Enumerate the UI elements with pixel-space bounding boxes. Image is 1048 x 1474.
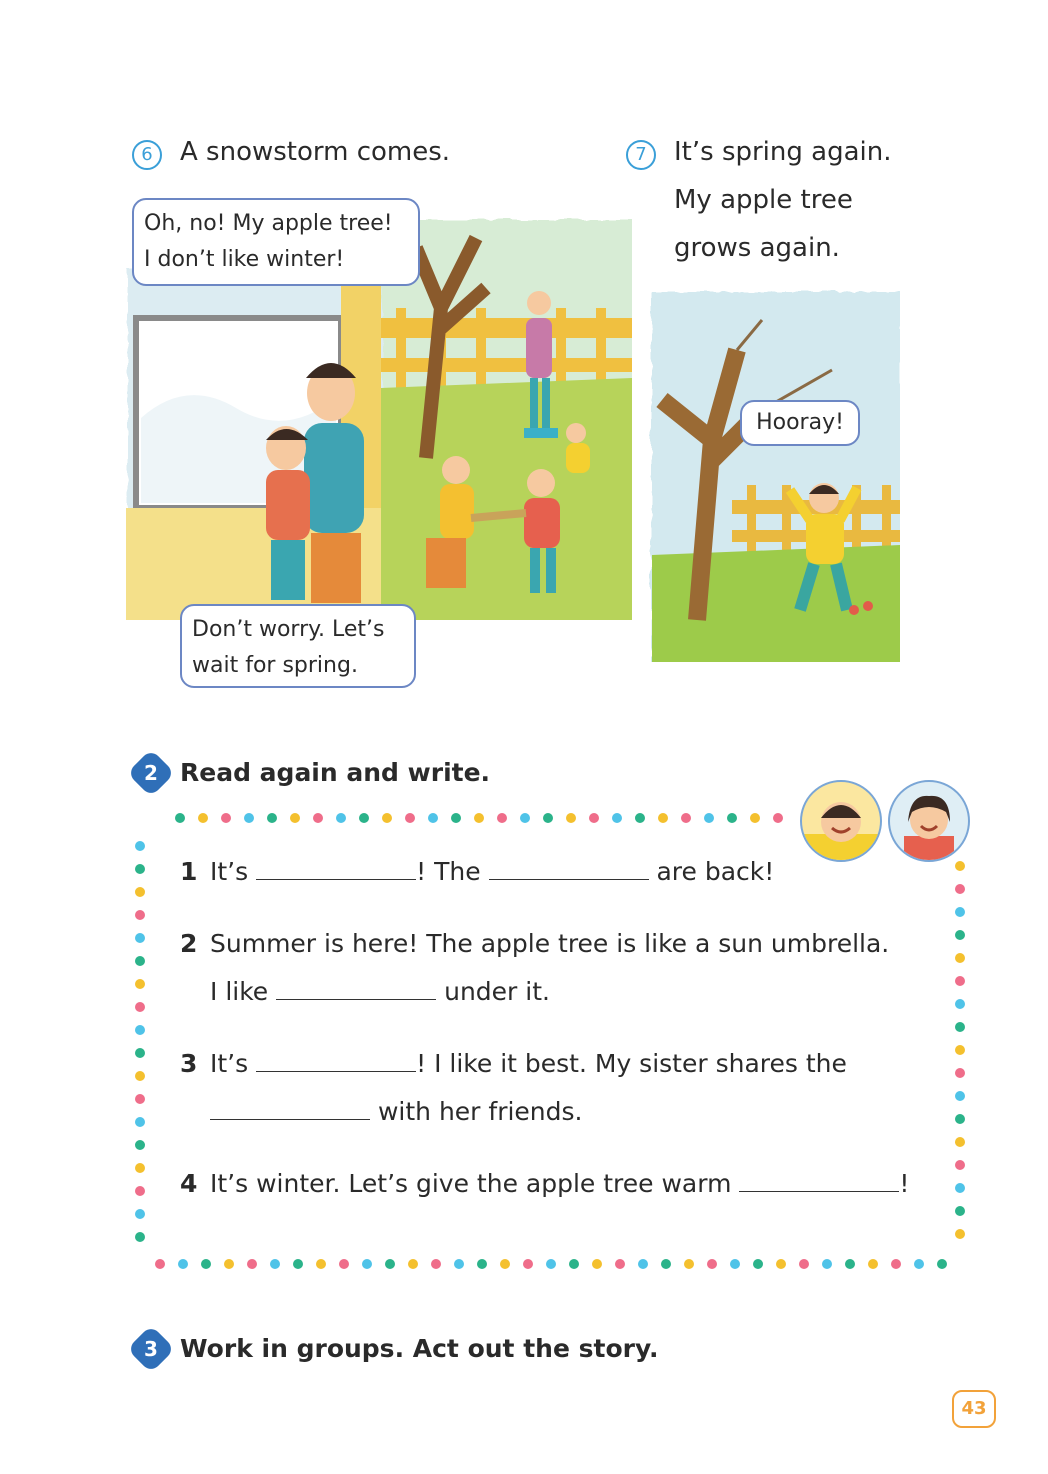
spring-scene-image <box>642 290 900 662</box>
border-dot <box>135 1002 145 1012</box>
border-dot <box>684 1259 694 1269</box>
answer-blank-1a[interactable] <box>256 857 416 880</box>
border-dot <box>955 1091 965 1101</box>
exercise-item-4: 4 It’s winter. Let’s give the apple tree warm ! <box>180 1169 910 1198</box>
border-dot <box>868 1259 878 1269</box>
border-dot <box>270 1259 280 1269</box>
answer-blank-3a[interactable] <box>256 1049 416 1072</box>
border-dot <box>955 884 965 894</box>
border-dot <box>135 1094 145 1104</box>
panel-7-illustration <box>642 290 900 662</box>
border-dot <box>658 813 668 823</box>
border-dot <box>955 907 965 917</box>
border-dot <box>543 813 553 823</box>
border-dot <box>135 1025 145 1035</box>
border-dot <box>753 1259 763 1269</box>
border-dot <box>290 813 300 823</box>
border-dot <box>135 1140 145 1150</box>
border-dot <box>135 1117 145 1127</box>
panel-6-caption: A snowstorm comes. <box>180 137 451 167</box>
border-dot <box>955 976 965 986</box>
border-dot <box>135 1071 145 1081</box>
border-dot <box>955 1045 965 1055</box>
border-dot <box>293 1259 303 1269</box>
border-dot <box>382 813 392 823</box>
border-dot <box>615 1259 625 1269</box>
panel-7-caption: It’s spring again. My apple tree grows again. <box>674 137 892 263</box>
border-dot <box>385 1259 395 1269</box>
border-dot <box>175 813 185 823</box>
border-dot <box>799 1259 809 1269</box>
panel-7-number-badge: 7 <box>626 140 656 170</box>
border-dot <box>336 813 346 823</box>
border-dot <box>523 1259 533 1269</box>
border-dot <box>776 1259 786 1269</box>
border-dot <box>431 1259 441 1269</box>
section-2-badge: 2 <box>127 749 175 797</box>
border-dot <box>589 813 599 823</box>
border-dot <box>891 1259 901 1269</box>
border-dot <box>474 813 484 823</box>
section-3-badge: 3 <box>127 1325 175 1373</box>
border-dot <box>955 1206 965 1216</box>
border-dot <box>405 813 415 823</box>
border-dot <box>135 956 145 966</box>
border-dot <box>313 813 323 823</box>
border-dot <box>914 1259 924 1269</box>
section-2-title: Read again and write. <box>180 758 491 787</box>
border-dot <box>267 813 277 823</box>
border-dot <box>477 1259 487 1269</box>
border-dot <box>569 1259 579 1269</box>
border-dot <box>135 1232 145 1242</box>
border-dot <box>955 1068 965 1078</box>
answer-blank-4[interactable] <box>739 1169 899 1192</box>
border-dot <box>612 813 622 823</box>
border-dot <box>244 813 254 823</box>
border-dot <box>408 1259 418 1269</box>
border-dot <box>362 1259 372 1269</box>
border-dot <box>316 1259 326 1269</box>
border-dot <box>451 813 461 823</box>
border-dot <box>135 1163 145 1173</box>
border-dot <box>221 813 231 823</box>
border-dot <box>955 999 965 1009</box>
exercise-item-1: 1 It’s ! The are back! <box>180 857 775 886</box>
border-dot <box>497 813 507 823</box>
border-dot <box>750 813 760 823</box>
border-dot <box>707 1259 717 1269</box>
border-dot <box>198 813 208 823</box>
speech-bubble-boy-winter: Oh, no! My apple tree! I don’t like winter! <box>132 198 420 286</box>
panel-6-number-badge: 6 <box>132 140 162 170</box>
border-dot <box>955 1114 965 1124</box>
border-dot <box>135 1209 145 1219</box>
border-dot <box>566 813 576 823</box>
exercise-item-3: 3 It’s ! I like it best. My sister shares the <box>180 1049 847 1078</box>
border-dot <box>638 1259 648 1269</box>
girl-avatar <box>888 780 970 862</box>
answer-blank-2[interactable] <box>276 977 436 1000</box>
border-dot <box>635 813 645 823</box>
border-dot <box>178 1259 188 1269</box>
answer-blank-3b[interactable] <box>210 1097 370 1120</box>
border-dot <box>454 1259 464 1269</box>
border-dot <box>955 1183 965 1193</box>
border-dot <box>135 887 145 897</box>
border-dot <box>135 1186 145 1196</box>
border-dot <box>135 979 145 989</box>
border-dot <box>955 953 965 963</box>
border-dot <box>681 813 691 823</box>
border-dot <box>730 1259 740 1269</box>
border-dot <box>247 1259 257 1269</box>
border-dot <box>359 813 369 823</box>
border-dot <box>727 813 737 823</box>
border-dot <box>546 1259 556 1269</box>
exercise-item-3-line2: with her friends. <box>210 1092 582 1132</box>
border-dot <box>155 1259 165 1269</box>
speech-bubble-father-spring: Don’t worry. Let’s wait for spring. <box>180 604 416 688</box>
border-dot <box>135 864 145 874</box>
border-dot <box>845 1259 855 1269</box>
border-dot <box>704 813 714 823</box>
border-dot <box>428 813 438 823</box>
border-dot <box>339 1259 349 1269</box>
border-dot <box>661 1259 671 1269</box>
border-dot <box>955 930 965 940</box>
border-dot <box>592 1259 602 1269</box>
border-dot <box>500 1259 510 1269</box>
border-dot <box>135 841 145 851</box>
border-dot <box>955 1022 965 1032</box>
border-dot <box>520 813 530 823</box>
border-dot <box>773 813 783 823</box>
exercise-item-2-line2: I like under it. <box>210 977 550 1006</box>
border-dot <box>955 1137 965 1147</box>
girl-face-icon <box>890 782 968 860</box>
boy-avatar <box>800 780 882 862</box>
exercise-item-2: 2 Summer is here! The apple tree is like a sun umbrella. <box>180 929 890 958</box>
answer-blank-1b[interactable] <box>489 857 649 880</box>
section-3-title: Work in groups. Act out the story. <box>180 1334 659 1363</box>
border-dot <box>822 1259 832 1269</box>
page-number: 43 <box>952 1390 996 1428</box>
speech-bubble-hooray: Hooray! <box>740 400 860 446</box>
border-dot <box>955 861 965 871</box>
border-dot <box>937 1259 947 1269</box>
border-dot <box>135 910 145 920</box>
border-dot <box>135 933 145 943</box>
border-dot <box>224 1259 234 1269</box>
border-dot <box>955 1229 965 1239</box>
boy-face-icon <box>802 782 880 860</box>
border-dot <box>135 1048 145 1058</box>
border-dot <box>201 1259 211 1269</box>
border-dot <box>955 1160 965 1170</box>
